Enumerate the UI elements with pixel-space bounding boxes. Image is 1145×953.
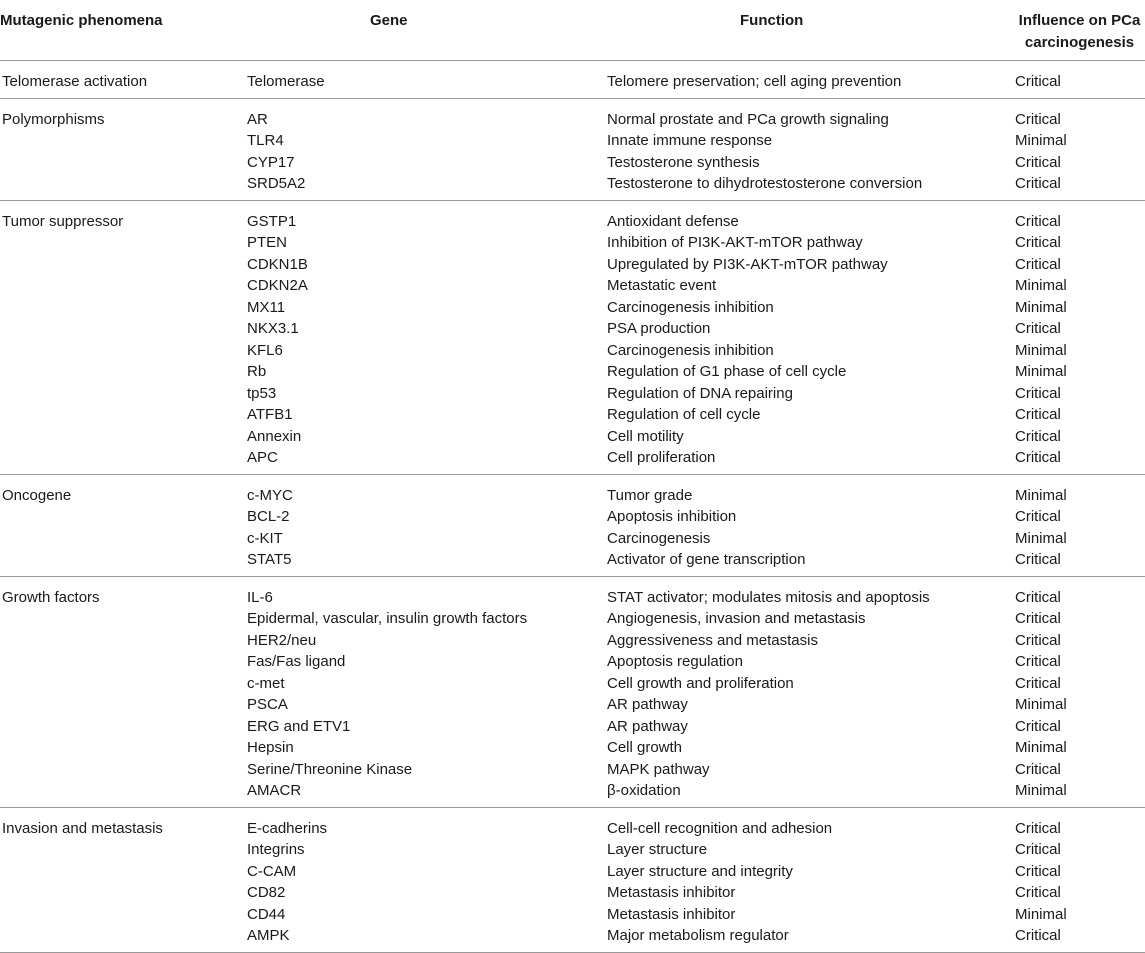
cell-influence: Critical — [1015, 674, 1061, 692]
table-row — [0, 109, 1145, 131]
cell-influence: Minimal — [1015, 298, 1067, 316]
table-group — [0, 808, 1145, 953]
cell-gene: Hepsin — [247, 739, 294, 756]
cell-function: Apoptosis regulation — [607, 653, 743, 670]
cell-function: Metastasis inhibitor — [607, 884, 736, 901]
cell-influence: Critical — [1015, 234, 1061, 251]
cell-gene: ERG and ETV1 — [247, 717, 351, 735]
header-influence-line1: Influence on PCa — [1018, 12, 1141, 29]
cell-gene: CD44 — [247, 905, 286, 923]
cell-function: Carcinogenesis inhibition — [607, 298, 774, 316]
cell-function: Inhibition of PI3K-AKT-mTOR pathway — [607, 234, 863, 251]
header-mutagenic-phenomena: Mutagenic phenomena — [0, 12, 163, 29]
cell-function: Regulation of DNA repairing — [607, 384, 793, 402]
cell-influence: Critical — [1015, 631, 1061, 649]
cell-influence: Critical — [1015, 427, 1061, 445]
table-body — [0, 61, 1145, 953]
table-row — [0, 173, 1145, 195]
cell-influence: Minimal — [1015, 529, 1067, 547]
cell-gene: Epidermal, vascular, insulin growth factors — [247, 610, 528, 627]
cell-influence: Minimal — [1015, 696, 1067, 713]
cell-gene: CDKN2A — [247, 277, 308, 294]
cell-function: Upregulated by PI3K-AKT-mTOR pathway — [607, 255, 888, 273]
cell-gene: AMACR — [247, 782, 302, 799]
cell-function: Innate immune response — [607, 132, 773, 149]
table-group — [0, 475, 1145, 577]
table-row — [0, 447, 1145, 469]
cell-gene: APC — [247, 449, 278, 466]
cell-gene: ATFB1 — [247, 406, 293, 423]
cell-function: Cell growth and proliferation — [607, 674, 794, 692]
table-row — [0, 404, 1145, 426]
table-row — [0, 737, 1145, 759]
cell-function: Layer structure — [607, 841, 708, 858]
cell-gene: AMPK — [247, 927, 290, 944]
cell-function: Aggressiveness and metastasis — [607, 631, 818, 649]
cell-gene: NKX3.1 — [247, 320, 299, 337]
table-row — [0, 651, 1145, 673]
table-row — [0, 716, 1145, 738]
cell-function: Major metabolism regulator — [607, 927, 789, 944]
cell-gene: STAT5 — [247, 551, 292, 568]
cell-influence: Minimal — [1015, 486, 1067, 504]
cell-influence: Minimal — [1015, 782, 1067, 799]
table-row — [0, 861, 1145, 883]
table-row — [0, 528, 1145, 550]
cell-function: Regulation of cell cycle — [607, 406, 761, 423]
header-influence-line2: carcinogenesis — [1024, 34, 1135, 51]
table-row — [0, 485, 1145, 507]
cell-gene: Integrins — [247, 841, 305, 858]
cell-influence: Minimal — [1015, 132, 1067, 149]
table-row — [0, 383, 1145, 405]
cell-influence: Minimal — [1015, 739, 1067, 756]
cell-phenomenon: Tumor suppressor — [2, 212, 124, 230]
cell-influence: Critical — [1015, 551, 1061, 568]
cell-function: Carcinogenesis inhibition — [607, 341, 774, 359]
table-row — [0, 152, 1145, 174]
cell-function: Tumor grade — [607, 486, 693, 504]
cell-gene: Fas/Fas ligand — [247, 653, 346, 670]
cell-influence: Minimal — [1015, 277, 1067, 294]
cell-gene: SRD5A2 — [247, 175, 306, 192]
cell-influence: Critical — [1015, 760, 1061, 778]
table-row — [0, 426, 1145, 448]
cell-gene: E-cadherins — [247, 819, 328, 837]
cell-function: PSA production — [607, 320, 711, 337]
cell-gene: IL-6 — [247, 588, 273, 606]
cell-gene: MX11 — [247, 298, 286, 316]
cell-influence: Critical — [1015, 73, 1061, 90]
table-row — [0, 694, 1145, 716]
cell-influence: Critical — [1015, 508, 1061, 525]
table-row — [0, 587, 1145, 609]
cell-function: Cell-cell recognition and adhesion — [607, 819, 833, 837]
table-row — [0, 130, 1145, 152]
table-row — [0, 340, 1145, 362]
cell-gene: HER2/neu — [247, 631, 317, 649]
cell-influence: Critical — [1015, 153, 1061, 171]
table-row — [0, 506, 1145, 528]
table-row — [0, 232, 1145, 254]
cell-gene: KFL6 — [247, 341, 283, 359]
cell-gene: PSCA — [247, 696, 288, 713]
cell-influence: Critical — [1015, 862, 1061, 880]
cell-gene: Serine/Threonine Kinase — [247, 760, 413, 778]
table-group — [0, 201, 1145, 475]
cell-function: Carcinogenesis — [607, 529, 711, 547]
cell-function: MAPK pathway — [607, 760, 710, 778]
table-header — [0, 0, 1145, 61]
cell-influence: Critical — [1015, 588, 1061, 606]
cell-influence: Critical — [1015, 610, 1061, 627]
cell-gene: CDKN1B — [247, 255, 308, 273]
cell-function: Cell growth — [607, 739, 683, 756]
cell-influence: Minimal — [1015, 341, 1067, 359]
cell-gene: c-met — [247, 674, 285, 692]
header-gene: Gene — [370, 12, 408, 29]
cell-function: STAT activator; modulates mitosis and apoptosis — [607, 588, 930, 606]
cell-influence: Critical — [1015, 212, 1061, 230]
table-row — [0, 759, 1145, 781]
cell-function: Metastatic event — [607, 277, 717, 294]
cell-phenomenon: Growth factors — [2, 588, 100, 606]
header-function: Function — [740, 12, 804, 29]
cell-function: Telomere preservation; cell aging prevention — [607, 73, 902, 90]
cell-influence: Minimal — [1015, 905, 1067, 923]
cell-function: Testosterone synthesis — [607, 153, 760, 171]
cell-gene: BCL-2 — [247, 508, 290, 525]
table-group — [0, 577, 1145, 808]
table-group — [0, 61, 1145, 99]
table-group — [0, 99, 1145, 201]
table-row — [0, 297, 1145, 319]
cell-influence: Minimal — [1015, 363, 1067, 380]
cell-function: AR pathway — [607, 696, 688, 713]
cell-gene: tp53 — [247, 384, 277, 402]
cell-function: β-oxidation — [607, 782, 681, 799]
cell-function: Activator of gene transcription — [607, 551, 806, 568]
table-row — [0, 818, 1145, 840]
cell-gene: AR — [247, 110, 268, 128]
cell-function: Antioxidant defense — [607, 212, 739, 230]
table-row — [0, 673, 1145, 695]
cell-influence: Critical — [1015, 819, 1061, 837]
cell-phenomenon: Polymorphisms — [2, 110, 105, 128]
cell-function: Testosterone to dihydrotestosterone conversion — [607, 175, 923, 192]
table-row — [0, 839, 1145, 861]
cell-function: Normal prostate and PCa growth signaling — [607, 110, 889, 128]
cell-gene: CYP17 — [247, 153, 295, 171]
cell-influence: Critical — [1015, 927, 1061, 944]
cell-influence: Critical — [1015, 653, 1061, 670]
cell-function: Layer structure and integrity — [607, 862, 793, 880]
cell-influence: Critical — [1015, 717, 1061, 735]
cell-phenomenon: Oncogene — [2, 486, 72, 504]
cell-gene: C-CAM — [247, 862, 297, 880]
cell-gene: Annexin — [247, 427, 302, 445]
cell-gene: c-MYC — [247, 486, 293, 504]
cell-function: Apoptosis inhibition — [607, 508, 737, 525]
cell-function: Cell motility — [607, 427, 684, 445]
cell-influence: Critical — [1015, 255, 1061, 273]
cell-influence: Critical — [1015, 110, 1061, 128]
table-row — [0, 275, 1145, 297]
cell-influence: Critical — [1015, 406, 1061, 423]
table-row — [0, 608, 1145, 630]
table-row — [0, 211, 1145, 233]
cell-function: Cell proliferation — [607, 449, 716, 466]
cell-gene: TLR4 — [247, 132, 284, 149]
cell-gene: CD82 — [247, 884, 286, 901]
cell-influence: Critical — [1015, 841, 1061, 858]
table-row — [0, 318, 1145, 340]
cell-function: Metastasis inhibitor — [607, 905, 736, 923]
cell-function: Angiogenesis, invasion and metastasis — [607, 610, 866, 627]
cell-gene: c-KIT — [247, 529, 283, 547]
cell-gene: Rb — [247, 363, 267, 380]
cell-phenomenon: Telomerase activation — [2, 73, 148, 90]
cell-gene: Telomerase — [247, 73, 325, 90]
cell-influence: Critical — [1015, 449, 1061, 466]
cell-function: AR pathway — [607, 717, 688, 735]
table-row — [0, 549, 1145, 571]
cell-influence: Critical — [1015, 175, 1061, 192]
cell-function: Regulation of G1 phase of cell cycle — [607, 363, 847, 380]
cell-gene: GSTP1 — [247, 212, 297, 230]
table-row — [0, 780, 1145, 802]
cell-phenomenon: Invasion and metastasis — [2, 819, 163, 837]
table-row — [0, 630, 1145, 652]
cell-influence: Critical — [1015, 884, 1061, 901]
header-influence — [1014, 10, 1145, 54]
table-row — [0, 882, 1145, 904]
table-row — [0, 925, 1145, 947]
table-row — [0, 254, 1145, 276]
cell-influence: Critical — [1015, 320, 1061, 337]
cell-gene: PTEN — [247, 234, 288, 251]
cell-influence: Critical — [1015, 384, 1061, 402]
table-row — [0, 71, 1145, 93]
table-row — [0, 904, 1145, 926]
table-row — [0, 361, 1145, 383]
